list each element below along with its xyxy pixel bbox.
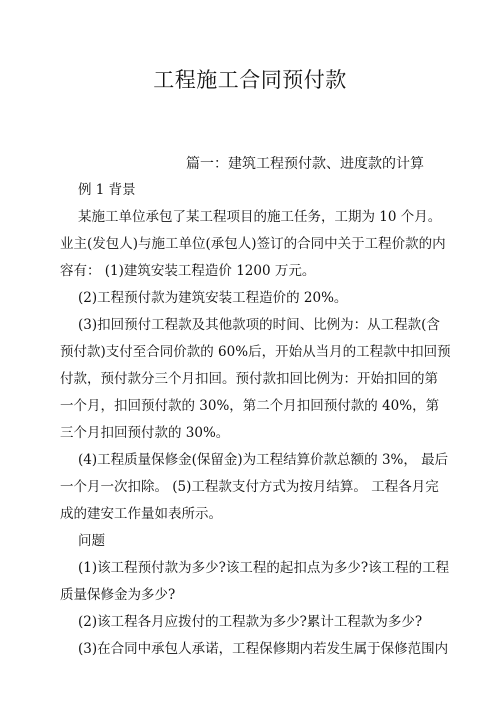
body-line: 成的建安工作量如表所示。 (60, 506, 222, 522)
body-line: 业主(发包人)与施工单位(承包人)签订的合同中关于工程价款的内 (60, 236, 446, 252)
body-line: (3)在合同中承包人承诺，工程保修期内若发生属于保修范围内 (78, 641, 449, 657)
body-line: 付款，预付款分三个月扣回。预付款扣回比例为：开始扣回的第 (60, 371, 438, 387)
body-line: 三个月扣回预付款的 30%。 (60, 425, 230, 441)
example-label: 例 1 背景 (78, 182, 136, 198)
questions-label: 问题 (78, 533, 105, 549)
document-title: 工程施工合同预付款 (153, 68, 347, 92)
body-line: 容有： (1)建筑安装工程造价 1200 万元。 (60, 263, 316, 279)
section-heading: 篇一：建筑工程预付款、进度款的计算 (186, 156, 424, 172)
body-line: (1)该工程预付款为多少?该工程的起扣点为多少?该工程的工程 (78, 560, 450, 576)
body-line: 某施工单位承包了某工程项目的施工任务，工期为 10 个月。 (78, 209, 442, 225)
body-line: 预付款)支付至合同价款的 60%后，开始从当月的工程款中扣回预 (60, 344, 451, 360)
body-line: (2)工程预付款为建筑安装工程造价的 20%。 (78, 290, 348, 306)
body-line: 一个月一次扣除。 (5)工程款支付方式为按月结算。 工程各月完 (60, 479, 439, 495)
body-line: 质量保修金为多少? (60, 587, 176, 603)
body-line: (4)工程质量保修金(保留金)为工程结算价款总额的 3%， 最后 (78, 452, 449, 468)
body-line: 一个月，扣回预付款的 30%，第二个月扣回预付款的 40%，第 (60, 398, 440, 414)
body-line: (2)该工程各月应拨付的工程款为多少?累计工程款为多少? (78, 614, 423, 630)
body-line: (3)扣回预付工程款及其他款项的时间、比例为：从工程款(含 (78, 317, 440, 333)
